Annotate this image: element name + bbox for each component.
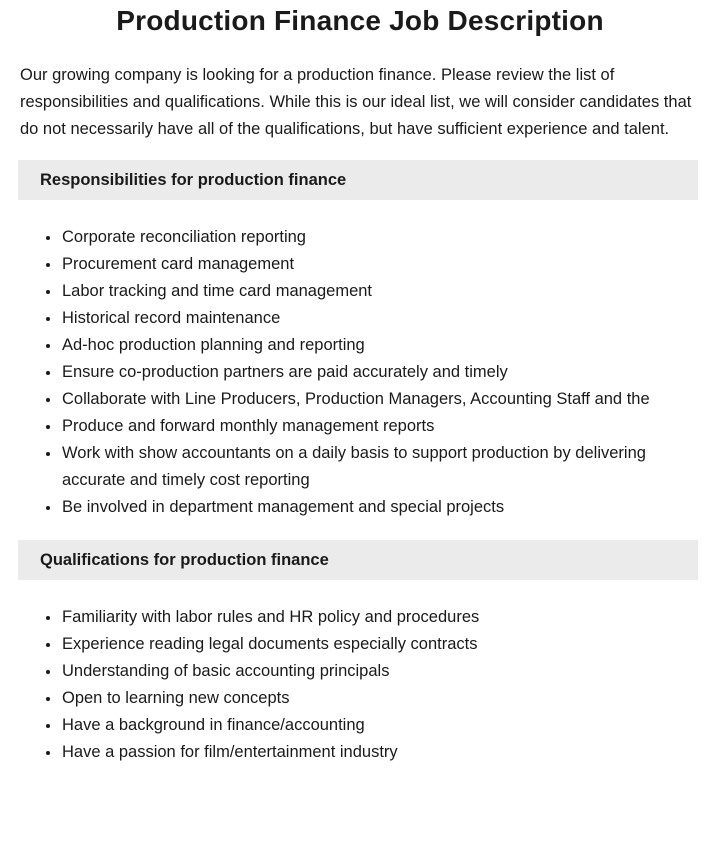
list-item: • Historical record maintenance	[61, 305, 700, 332]
list-item: • Labor tracking and time card management	[61, 278, 700, 305]
responsibilities-list	[20, 224, 700, 521]
list-item: • Be involved in department management and special projects	[61, 494, 700, 521]
list-item: • Produce and forward monthly management reports	[61, 413, 700, 440]
qualifications-section	[0, 540, 720, 766]
list-item: • Understanding of basic accounting principals	[61, 658, 700, 685]
list-item: • Procurement card management	[61, 251, 700, 278]
list-item: • Familiarity with labor rules and HR policy and procedures	[61, 604, 700, 631]
list-item: • Have a background in finance/accounting	[61, 712, 700, 739]
list-item: • Corporate reconciliation reporting	[61, 224, 700, 251]
page-title: Production Finance Job Description	[116, 5, 604, 36]
list-item: • Work with show accountants on a daily basis to support production by delivering accurate and timely cost reporting	[61, 440, 700, 494]
list-item: • Ensure co-production partners are paid accurately and timely	[61, 359, 700, 386]
responsibilities-section	[0, 160, 720, 521]
list-item: • Open to learning new concepts	[61, 685, 700, 712]
list-item: • Experience reading legal documents especially contracts	[61, 631, 700, 658]
qualifications-list	[20, 604, 700, 766]
responsibilities-heading: Responsibilities for production finance	[18, 160, 698, 200]
qualifications-heading: Qualifications for production finance	[18, 540, 698, 580]
list-item: • Ad-hoc production planning and reporting	[61, 332, 700, 359]
intro-paragraph: Our growing company is looking for a production finance. Please review the list of responsibilities and qualifications. While this is our ideal list, we will consider candidates that do not necessarily have all of the qualifications, but have sufficient experience and talent.	[20, 66, 692, 138]
list-item: • Have a passion for film/entertainment industry	[61, 739, 700, 766]
list-item: • Collaborate with Line Producers, Production Managers, Accounting Staff and the	[61, 386, 700, 413]
